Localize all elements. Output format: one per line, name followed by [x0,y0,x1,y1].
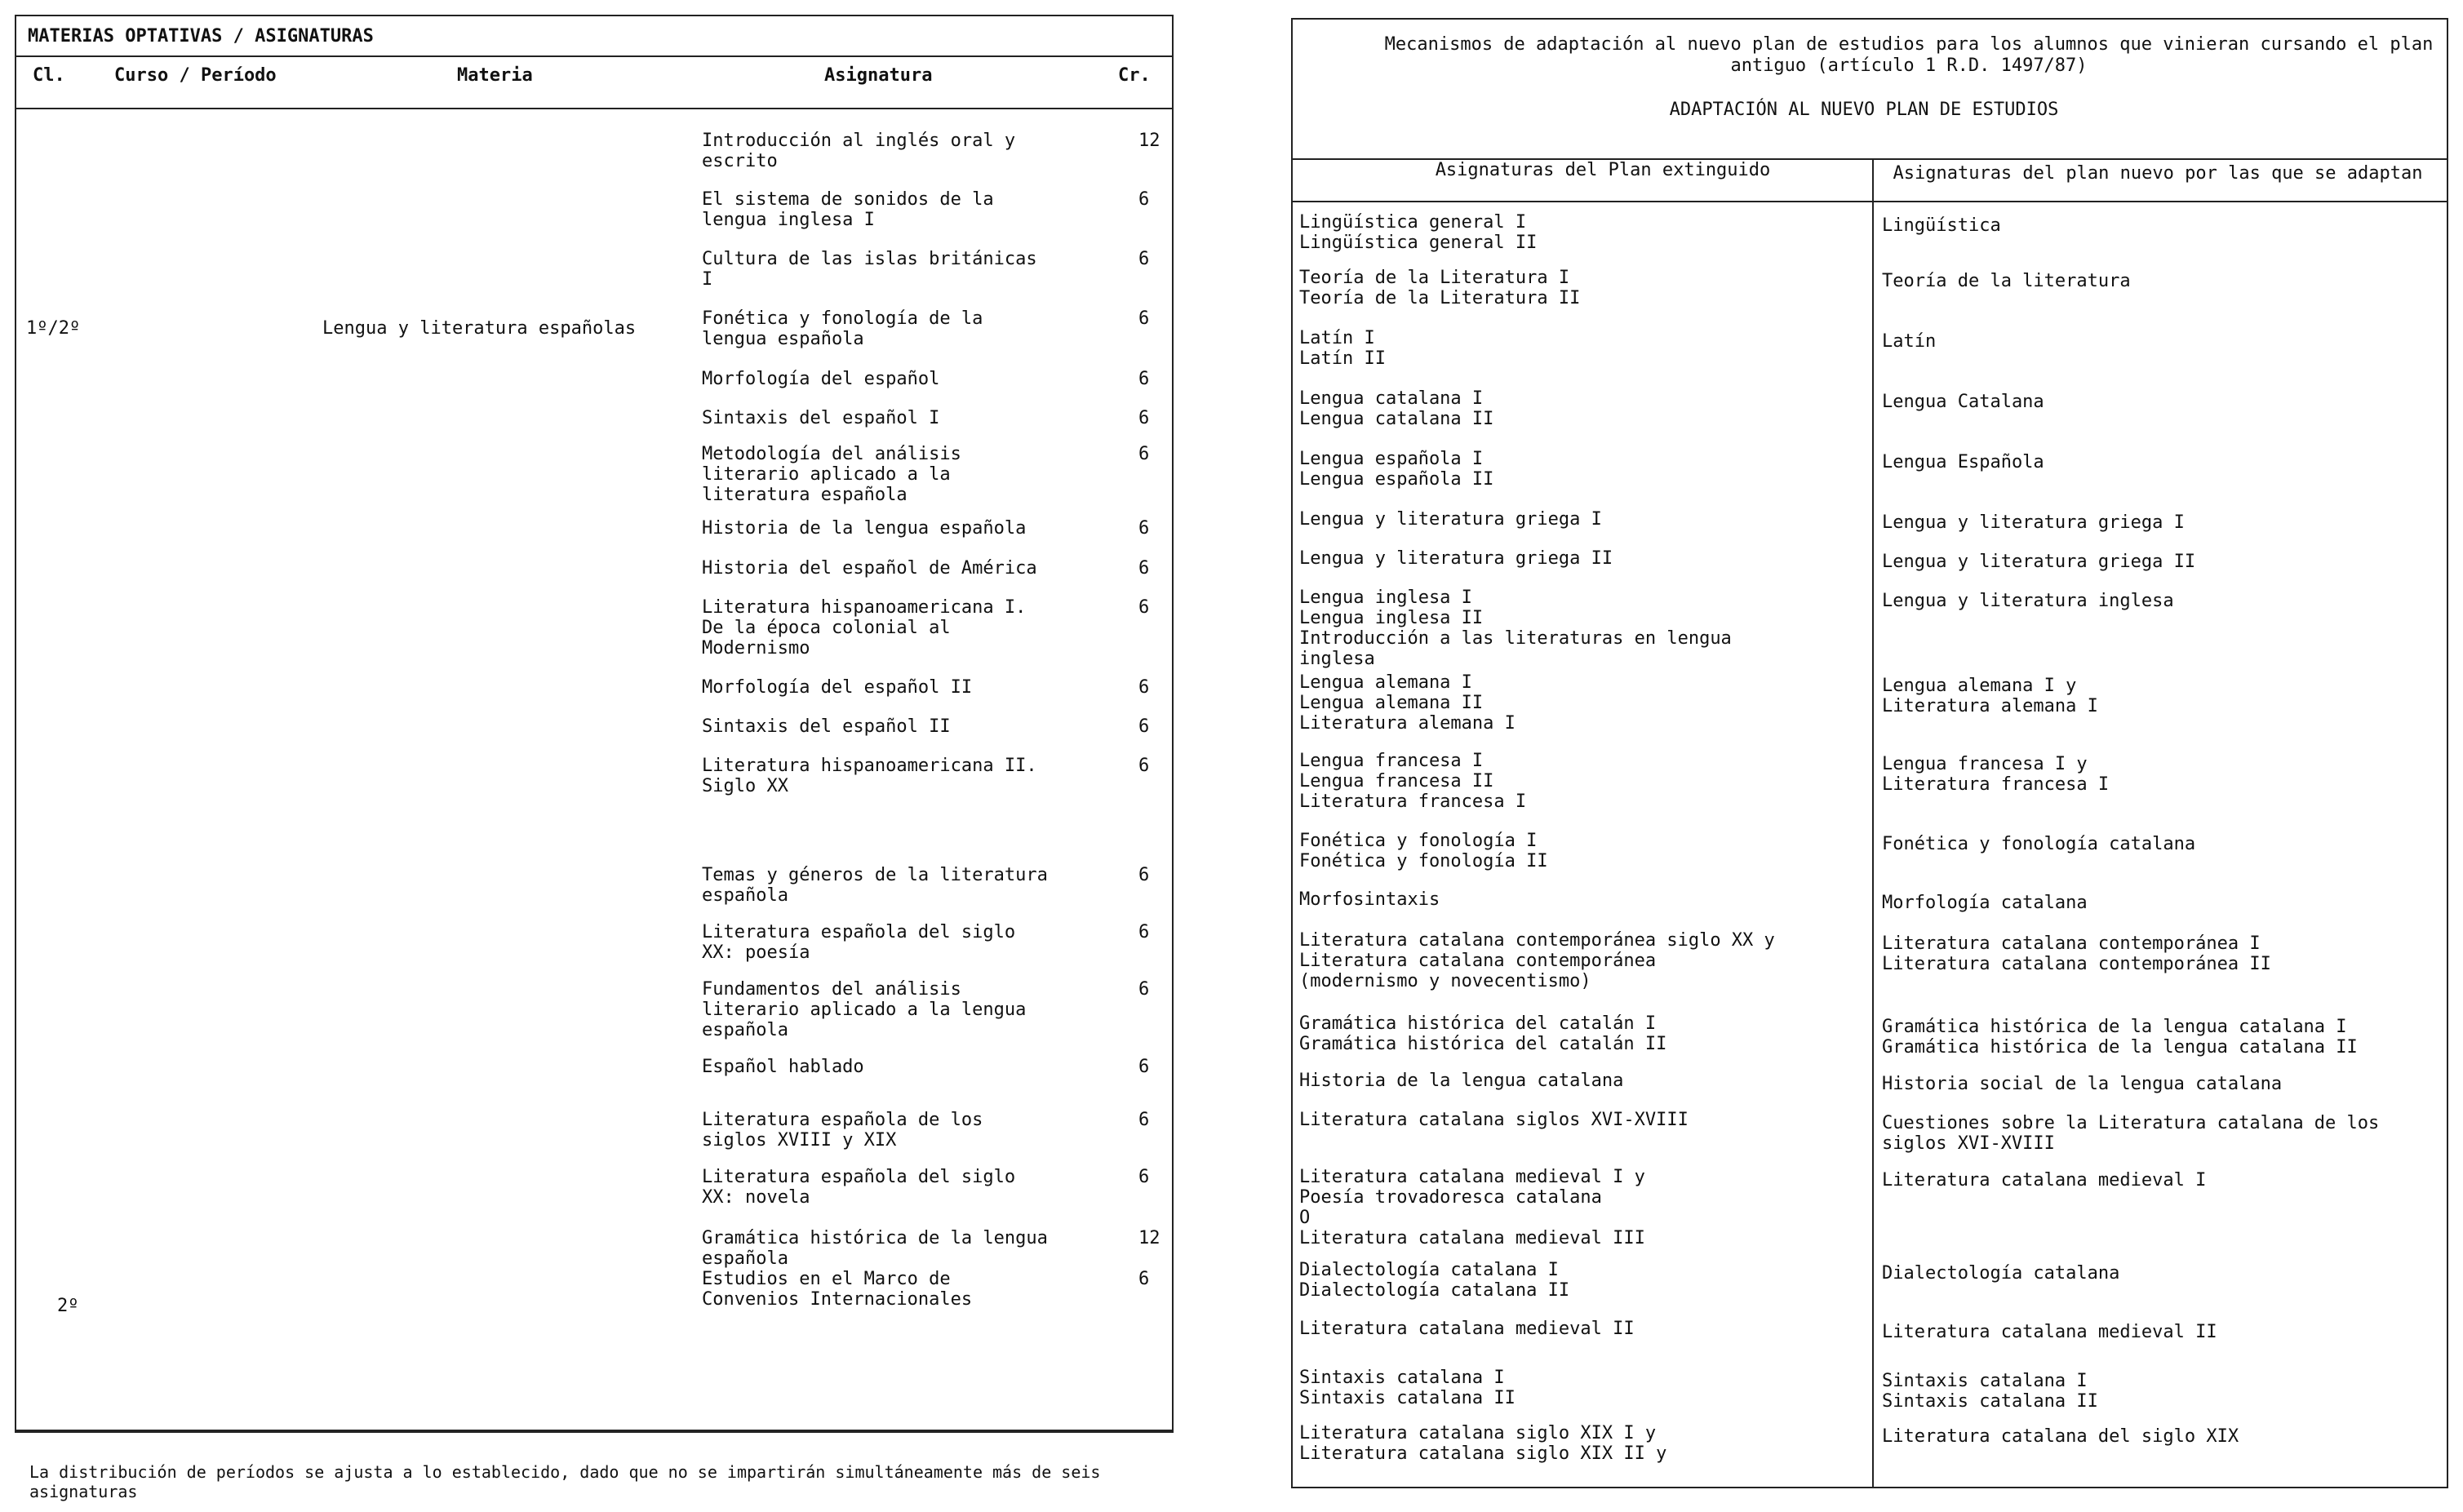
header-bottom-rule [16,108,1172,109]
new-subject-cell: Dialectología catalana [1882,1263,2120,1284]
new-subject-cell: Morfología catalana [1882,893,2088,913]
header-cl: Cl. [33,65,65,86]
old-subject-cell: Literatura catalana siglos XVI-XVIII [1299,1110,1689,1130]
new-subject-cell: Sintaxis catalana I Sintaxis catalana II [1882,1371,2098,1412]
old-subject-cell: Literatura catalana contemporánea siglo XX y Literatura catalana contemporánea (modernismo y novecentismo) [1299,930,1775,991]
new-subject-cell: Latín [1882,331,1937,352]
column-divider [1872,158,1874,1488]
asignatura-cell: Introducción al inglés oral y escrito [702,131,1016,171]
old-subject-cell: Lengua catalana I Lengua catalana II [1299,388,1494,429]
new-subject-cell: Literatura catalana contemporánea I Literatura catalana contemporánea II [1882,933,2271,974]
asignatura-cell: Morfología del español [702,369,940,389]
asignatura-cell: Fundamentos del análisis literario aplicado a la lengua española [702,979,1027,1040]
credits-cell: 6 [1138,716,1150,737]
new-subject-cell: Cuestiones sobre la Literatura catalana de los siglos XVI-XVIII [1882,1113,2380,1154]
asignatura-cell: Literatura hispanoamericana I. De la época colonial al Modernismo [702,597,1027,658]
new-subject-cell: Lengua Catalana [1882,392,2044,412]
credits-cell: 6 [1138,518,1150,539]
new-subject-cell: Lengua y literatura inglesa [1882,591,2174,611]
new-subject-cell: Literatura catalana medieval I [1882,1170,2207,1191]
header-top-rule [16,55,1172,57]
old-subject-cell: Lengua inglesa I Lengua inglesa II Introducción a las literaturas en lengua inglesa [1299,588,1732,669]
old-subject-cell: Literatura catalana medieval II [1299,1319,1635,1339]
footnote: La distribución de períodos se ajusta a lo establecido, dado que no se impartirán simultáneamente más de seis asignaturas [29,1462,1101,1501]
old-subject-cell: Gramática histórica del catalán I Gramática histórica del catalán II [1299,1013,1667,1054]
credits-cell: 6 [1138,189,1150,210]
credits-cell: 6 [1138,922,1150,942]
header-materia: Materia [457,65,533,86]
new-subject-cell: Teoría de la literatura [1882,271,2131,291]
asignatura-cell: Literatura española de los siglos XVIII y XIX [702,1110,983,1151]
credits-cell: 6 [1138,756,1150,776]
asignatura-cell: Historia del español de América [702,558,1037,579]
credits-cell: 6 [1138,1167,1150,1187]
curso-1-2: 1º/2º [26,318,81,339]
old-subject-cell: Lengua alemana I Lengua alemana II Literatura alemana I [1299,672,1516,734]
old-subject-cell: Lengua española I Lengua española II [1299,449,1494,490]
asignatura-cell: Gramática histórica de la lengua española [702,1228,1048,1269]
new-subject-cell: Literatura catalana del siglo XIX [1882,1426,2239,1447]
left-table-title: MATERIAS OPTATIVAS / ASIGNATURAS [28,26,374,47]
credits-cell: 6 [1138,865,1150,885]
new-subject-cell: Literatura catalana medieval II [1882,1322,2217,1342]
curso-2: 2º [57,1296,79,1316]
old-subject-cell: Sintaxis catalana I Sintaxis catalana II [1299,1368,1516,1408]
old-subject-cell: Latín I Latín II [1299,328,1386,369]
asignatura-cell: Morfología del español II [702,677,973,698]
old-subject-cell: Historia de la lengua catalana [1299,1071,1624,1091]
adaptation-table [1291,18,2448,1488]
old-subject-cell: Lengua y literatura griega I [1299,509,1602,530]
old-subject-cell: Lingüística general I Lingüística general II [1299,212,1538,253]
new-subject-cell: Gramática histórica de la lengua catalana I Gramática histórica de la lengua catalana II [1882,1017,2358,1058]
header-asignatura: Asignatura [824,65,933,86]
credits-cell: 6 [1138,597,1150,618]
old-subject-cell: Literatura catalana siglo XIX I y Literatura catalana siglo XIX II y [1299,1423,1667,1464]
asignatura-cell: Metodología del análisis literario aplicado a la literatura española [702,444,961,505]
adaptation-title: Mecanismos de adaptación al nuevo plan de estudios para los alumnos que vinieran cursando el plan antiguo (artículo 1 R.D. 1497/87) [1384,34,2434,76]
credits-cell: 6 [1138,249,1150,269]
asignatura-cell: Fonética y fonología de la lengua española [702,308,983,349]
old-subject-cell: Morfosintaxis [1299,889,1440,910]
asignatura-cell: Literatura hispanoamericana II. Siglo XX [702,756,1037,796]
credits-cell: 6 [1138,369,1150,389]
materia-lengua-literatura: Lengua y literatura españolas [322,318,637,339]
new-subject-cell: Lingüística [1882,215,2001,236]
old-subject-cell: Dialectología catalana I Dialectología catalana II [1299,1260,1570,1301]
old-subject-cell: Lengua y literatura griega II [1299,548,1613,569]
header-rule [1293,201,2447,202]
new-subject-cell: Lengua y literatura griega I [1882,512,2185,533]
credits-cell: 6 [1138,444,1150,464]
credits-cell: 6 [1138,1269,1150,1289]
new-subject-cell: Fonética y fonología catalana [1882,834,2196,854]
asignatura-cell: Cultura de las islas británicas I [702,249,1037,290]
asignatura-cell: Literatura española del siglo XX: poesía [702,922,1016,963]
credits-cell: 12 [1138,131,1160,151]
credits-cell: 6 [1138,979,1150,1000]
asignatura-cell: Español hablado [702,1057,864,1077]
new-subject-cell: Historia social de la lengua catalana [1882,1074,2283,1094]
new-subject-cell: Lengua francesa I y Literatura francesa I [1882,754,2110,795]
adaptation-subtitle: ADAPTACIÓN AL NUEVO PLAN DE ESTUDIOS [1669,100,2059,120]
credits-cell: 12 [1138,1228,1160,1248]
credits-cell: 6 [1138,558,1150,579]
credits-cell: 6 [1138,408,1150,428]
col-header-new: Asignaturas del plan nuevo por las que se adaptan [1893,163,2423,184]
asignatura-cell: Estudios en el Marco de Convenios Internacionales [702,1269,973,1310]
asignatura-cell: Sintaxis del español I [702,408,940,428]
asignatura-cell: El sistema de sonidos de la lengua inglesa I [702,189,994,230]
asignatura-cell: Historia de la lengua española [702,518,1027,539]
old-subject-cell: Teoría de la Literatura I Teoría de la Literatura II [1299,268,1581,308]
header-curso: Curso / Período [114,65,277,86]
asignatura-cell: Temas y géneros de la literatura española [702,865,1048,906]
header-cr: Cr. [1118,65,1151,86]
old-subject-cell: Fonética y fonología I Fonética y fonología II [1299,831,1548,871]
new-subject-cell: Lengua y literatura griega II [1882,552,2196,572]
asignatura-cell: Sintaxis del español II [702,716,951,737]
new-subject-cell: Lengua alemana I y Literatura alemana I [1882,676,2098,716]
optional-subjects-table [15,15,1174,1433]
old-subject-cell: Literatura catalana medieval I y Poesía trovadoresca catalana O Literatura catalana medieval III [1299,1167,1645,1248]
credits-cell: 6 [1138,308,1150,329]
col-header-old: Asignaturas del Plan extinguido [1435,160,1771,180]
old-subject-cell: Lengua francesa I Lengua francesa II Literatura francesa I [1299,751,1527,812]
credits-cell: 6 [1138,677,1150,698]
credits-cell: 6 [1138,1110,1150,1130]
asignatura-cell: Literatura española del siglo XX: novela [702,1167,1016,1208]
new-subject-cell: Lengua Española [1882,452,2044,472]
credits-cell: 6 [1138,1057,1150,1077]
